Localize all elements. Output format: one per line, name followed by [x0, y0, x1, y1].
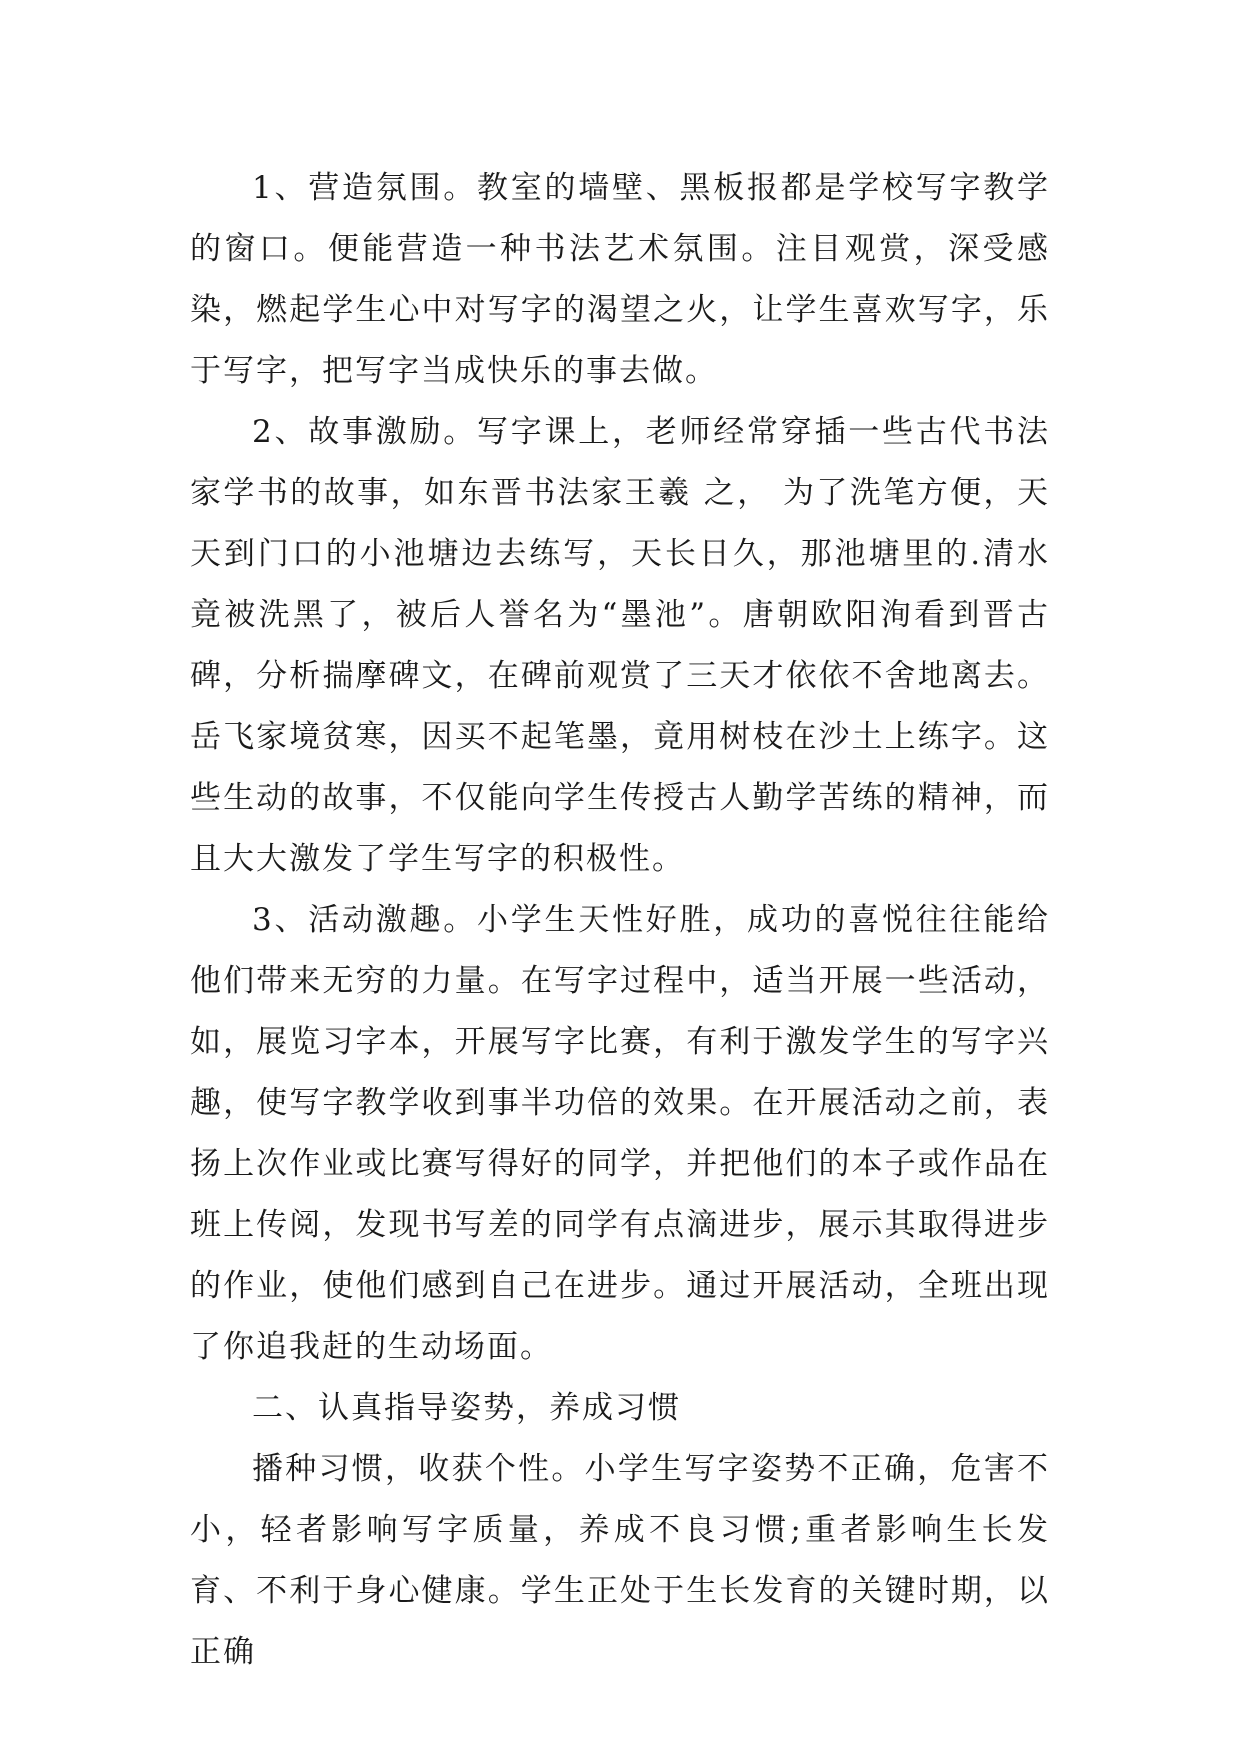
paragraph-2: 2、故事激励。写字课上，老师经常穿插一些古代书法家学书的故事，如东晋书法家王羲 之， 为了洗笔方便，天天到门口的小池塘边去练写，天长日久，那池塘里的.清水竟被洗黑了，被后人誉名为“墨池”。唐朝欧阳洵看到晋古碑，分析揣摩碑文，在碑前观赏了三天才依依不舍地离去。岳飞家境贫寒，因买不起笔墨，竟用树枝在沙土上练字。这些生动的故事，不仅能向学生传授古人勤学苦练的精神，而且大大激发了学生写字的积极性。: [190, 414, 1050, 877]
paragraph-4: 播种习惯，收获个性。小学生写字姿势不正确，危害不小，轻者影响写字质量，养成不良习惯;重者影响生长发育、不利于身心健康。学生正处于生长发育的关键时期，以正确: [190, 1451, 1050, 1670]
paragraph-1: 1、营造氛围。教室的墙壁、黑板报都是学校写字教学的窗口。便能营造一种书法艺术氛围。注目观赏，深受感染，燃起学生心中对写字的渴望之火，让学生喜欢写字，乐于写字，把写字当成快乐的事去做。: [190, 170, 1050, 389]
section-heading: 二、认真指导姿势，养成习惯: [252, 1390, 681, 1426]
document-body: [190, 158, 1050, 1683]
paragraph-3: 3、活动激趣。小学生天性好胜，成功的喜悦往往能给他们带来无穷的力量。在写字过程中，适当开展一些活动，如，展览习字本，开展写字比赛，有利于激发学生的写字兴趣，使写字教学收到事半功倍的效果。在开展活动之前，表扬上次作业或比赛写得好的同学，并把他们的本子或作品在班上传阅，发现书写差的同学有点滴进步，展示其取得进步的作业，使他们感到自己在进步。通过开展活动，全班出现了你追我赶的生动场面。: [190, 902, 1050, 1365]
